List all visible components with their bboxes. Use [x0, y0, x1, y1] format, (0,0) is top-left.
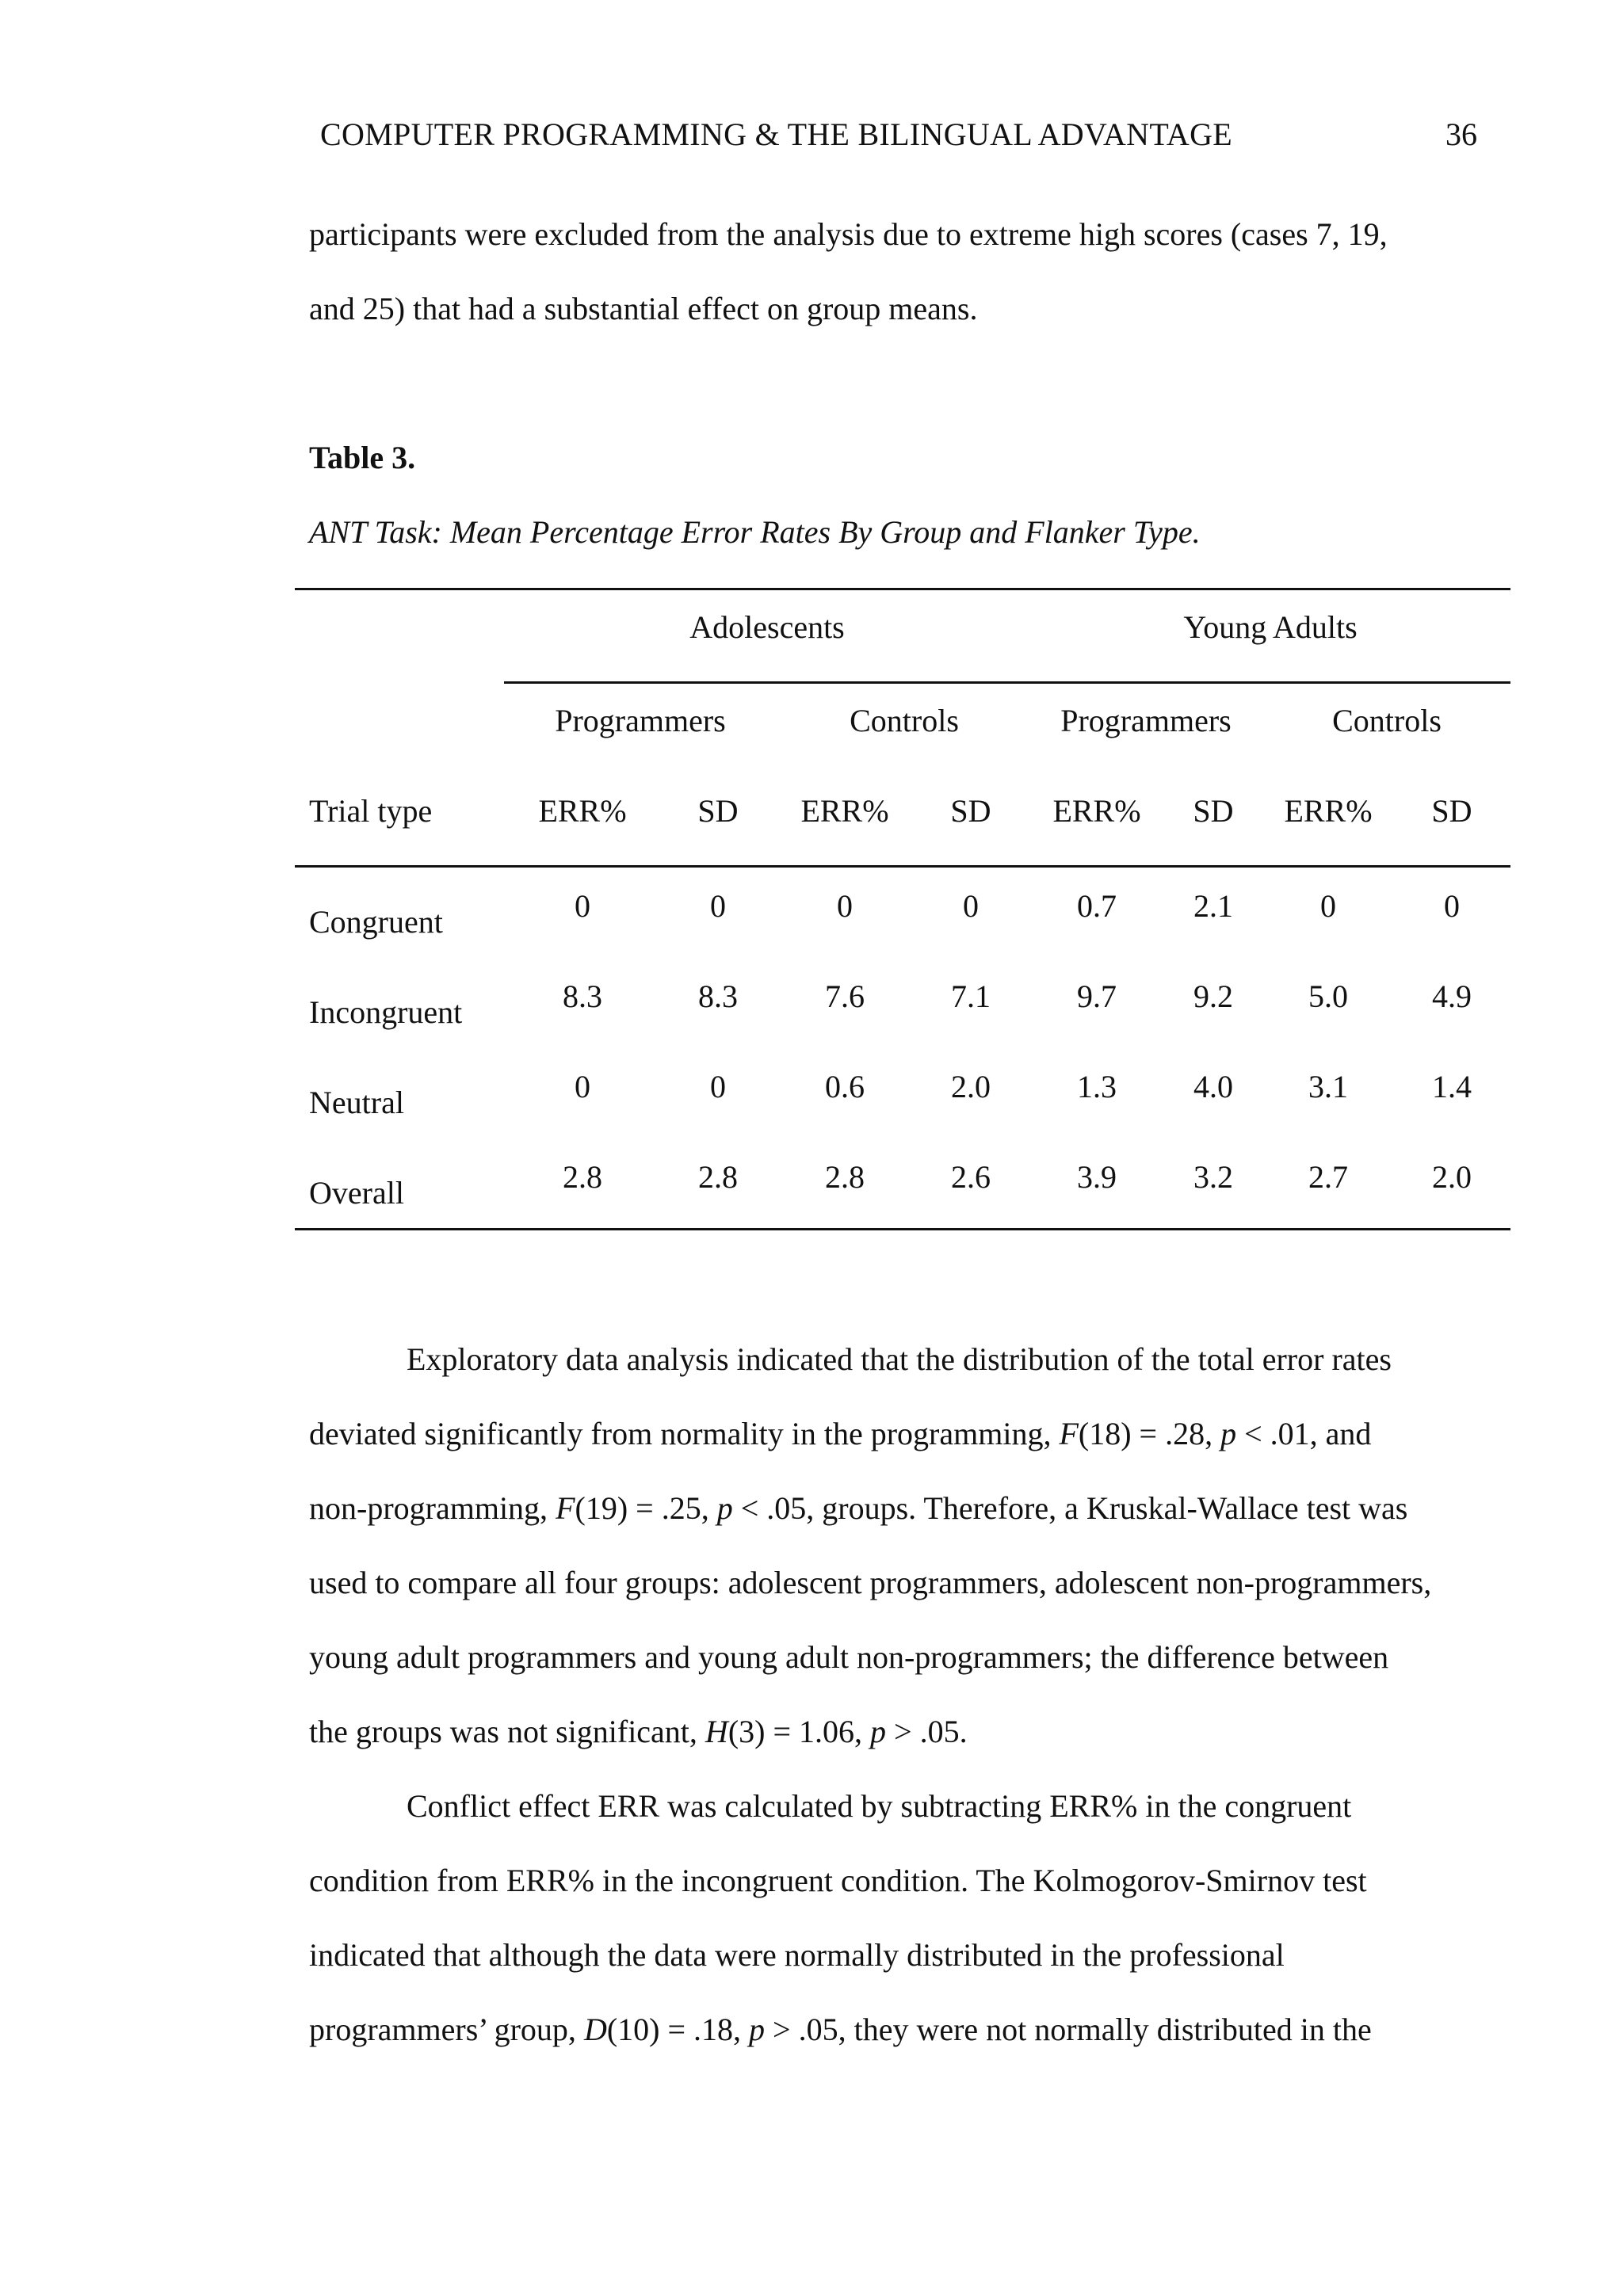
- subgroup-header: Controls: [1332, 703, 1442, 738]
- row-label: Congruent: [309, 904, 443, 940]
- column-header: ERR%: [1052, 793, 1141, 829]
- table-cell: 2.7: [1308, 1159, 1348, 1195]
- table-cell: 4.9: [1432, 978, 1472, 1014]
- table-cell: 1.3: [1077, 1069, 1117, 1104]
- stub-header: Trial type: [309, 793, 433, 829]
- table-cell: 9.7: [1077, 978, 1117, 1014]
- column-header: SD: [1193, 793, 1234, 829]
- body-line: young adult programmers and young adult non-programmers; the difference between: [309, 1639, 1389, 1675]
- column-header: ERR%: [538, 793, 627, 829]
- column-header: SD: [697, 793, 739, 829]
- subgroup-header: Controls: [850, 703, 959, 738]
- column-header: ERR%: [1284, 793, 1373, 829]
- body-line: indicated that although the data were normally distributed in the professional: [309, 1937, 1285, 1973]
- page-number: 36: [1445, 116, 1477, 152]
- table-cell: 0: [710, 888, 726, 924]
- table-cell: 8.3: [563, 978, 602, 1014]
- body-line: condition from ERR% in the incongruent condition. The Kolmogorov-Smirnov test: [309, 1863, 1367, 1898]
- table-cell: 3.9: [1077, 1159, 1117, 1195]
- table-top-rule: [295, 588, 1510, 590]
- row-label: Overall: [309, 1175, 404, 1211]
- running-head: COMPUTER PROGRAMMING & THE BILINGUAL ADVANTAGE: [320, 116, 1233, 152]
- table-label: Table 3.: [309, 440, 416, 475]
- subgroup-header: Programmers: [1060, 703, 1232, 738]
- table-bottom-rule: [295, 1228, 1510, 1230]
- text-line: participants were excluded from the analysis due to extreme high scores (cases 7, 19,: [309, 216, 1388, 252]
- table-cell: 2.8: [563, 1159, 602, 1195]
- table-cell: 0: [837, 888, 853, 924]
- table-cell: 2.1: [1193, 888, 1233, 924]
- body-line: Exploratory data analysis indicated that the distribution of the total error rates: [407, 1341, 1392, 1377]
- table-cell: 0: [575, 1069, 590, 1104]
- body-line: used to compare all four groups: adolescent programmers, adolescent non-programmers,: [309, 1565, 1432, 1600]
- body-line: Conflict effect ERR was calculated by subtracting ERR% in the congruent: [407, 1788, 1352, 1824]
- table-cell: 7.6: [825, 978, 865, 1014]
- table-cell: 0: [710, 1069, 726, 1104]
- table-cell: 3.1: [1308, 1069, 1348, 1104]
- column-header: SD: [950, 793, 991, 829]
- table-cell: 0: [1444, 888, 1460, 924]
- table-cell: 3.2: [1193, 1159, 1233, 1195]
- group-header-young-adults: Young Adults: [1183, 609, 1358, 645]
- table-cell: 0.6: [825, 1069, 865, 1104]
- table-cell: 7.1: [951, 978, 991, 1014]
- text-line: and 25) that had a substantial effect on group means.: [309, 291, 978, 326]
- table-cell: 8.3: [698, 978, 738, 1014]
- row-label: Neutral: [309, 1085, 404, 1120]
- column-header-rule: [295, 865, 1510, 868]
- table-cell: 2.6: [951, 1159, 991, 1195]
- table-cell: 4.0: [1193, 1069, 1233, 1104]
- table-cell: 9.2: [1193, 978, 1233, 1014]
- subgroup-header: Programmers: [555, 703, 726, 738]
- table-cell: 2.8: [825, 1159, 865, 1195]
- body-line: the groups was not significant, H(3) = 1.06, p > .05.: [309, 1714, 968, 1749]
- table-cell: 0: [963, 888, 979, 924]
- table-title: ANT Task: Mean Percentage Error Rates By Group and Flanker Type.: [309, 514, 1201, 550]
- body-line: non-programming, F(19) = .25, p < .05, groups. Therefore, a Kruskal-Wallace test was: [309, 1490, 1408, 1526]
- table-cell: 0: [575, 888, 590, 924]
- row-label: Incongruent: [309, 994, 463, 1030]
- table-cell: 2.8: [698, 1159, 738, 1195]
- column-header: SD: [1431, 793, 1472, 829]
- group-header-rule: [504, 681, 1510, 684]
- table-cell: 5.0: [1308, 978, 1348, 1014]
- group-header-adolescents: Adolescents: [689, 609, 845, 645]
- table-cell: 0: [1320, 888, 1336, 924]
- table-cell: 2.0: [1432, 1159, 1472, 1195]
- table-cell: 1.4: [1432, 1069, 1472, 1104]
- column-header: ERR%: [800, 793, 889, 829]
- body-line: programmers’ group, D(10) = .18, p > .05, they were not normally distributed in the: [309, 2012, 1372, 2047]
- body-line: deviated significantly from normality in the programming, F(18) = .28, p < .01, and: [309, 1416, 1372, 1451]
- table-cell: 2.0: [951, 1069, 991, 1104]
- table-cell: 0.7: [1077, 888, 1117, 924]
